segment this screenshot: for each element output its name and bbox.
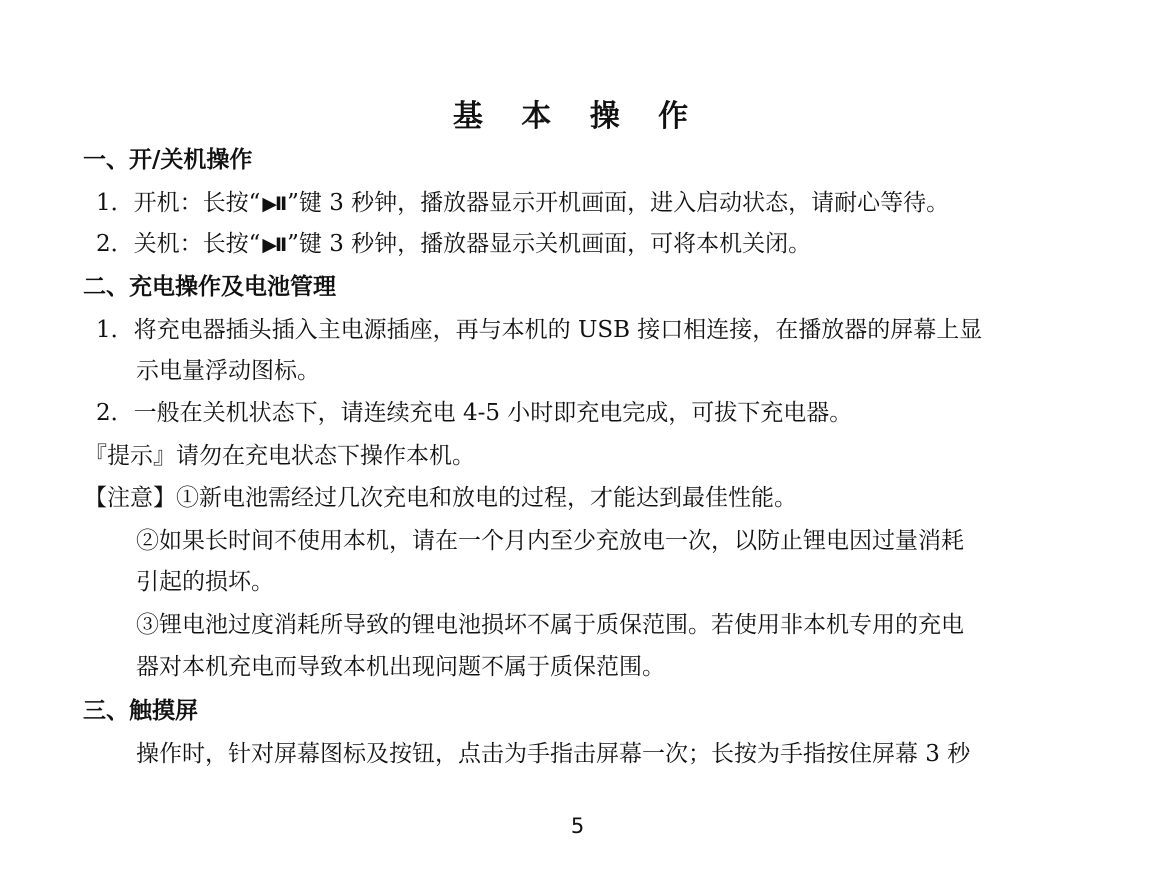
- charging-note-3-line-2: 器对本机充电而导致本机出现问题不属于质保范围。: [136, 654, 665, 680]
- charging-note-1: 【注意】①新电池需经过几次充电和放电的过程，才能达到最佳性能。: [84, 485, 797, 511]
- touchscreen-line-1: 操作时，针对屏幕图标及按钮，点击为手指击屏幕一次；长按为手指按住屏幕 3 秒: [136, 741, 971, 767]
- power-off-item: [96, 227, 1155, 261]
- play-pause-icon: ▶II: [262, 234, 286, 256]
- page-number: 5: [570, 814, 585, 838]
- power-off-prefix: 2．关机：长按“: [96, 231, 261, 257]
- section-heading-touchscreen: 三、触摸屏: [83, 698, 198, 724]
- page-title: 基 本 操 作: [452, 99, 703, 134]
- charging-note-2-line-2: 引起的损坏。: [136, 569, 274, 595]
- charging-item-1-line-1: 1．将充电器插头插入主电源插座，再与本机的 USB 接口相连接，在播放器的屏幕上显: [96, 317, 983, 343]
- charging-note-3-line-1: ③锂电池过度消耗所导致的锂电池损坏不属于质保范围。若使用非本机专用的充电: [136, 612, 964, 638]
- section-heading-power: 一、开/关机操作: [83, 147, 253, 173]
- section-heading-charging: 二、充电操作及电池管理: [83, 274, 336, 300]
- power-on-item: [96, 186, 1155, 220]
- charging-item-1-line-2: 示电量浮动图标。: [136, 358, 320, 384]
- power-on-suffix: ”键 3 秒钟，播放器显示开机画面，进入启动状态，请耐心等待。: [287, 190, 950, 216]
- charging-note-2-line-1: ②如果长时间不使用本机，请在一个月内至少充放电一次，以防止锂电因过量消耗: [136, 528, 964, 554]
- charging-item-2: 2．一般在关机状态下，请连续充电 4-5 小时即充电完成，可拔下充电器。: [96, 400, 853, 426]
- play-pause-icon: ▶II: [262, 193, 286, 215]
- power-off-suffix: ”键 3 秒钟，播放器显示关机画面，可将本机关闭。: [287, 231, 812, 257]
- power-on-prefix: 1．开机：长按“: [96, 190, 261, 216]
- charging-tip: 『提示』请勿在充电状态下操作本机。: [84, 443, 475, 469]
